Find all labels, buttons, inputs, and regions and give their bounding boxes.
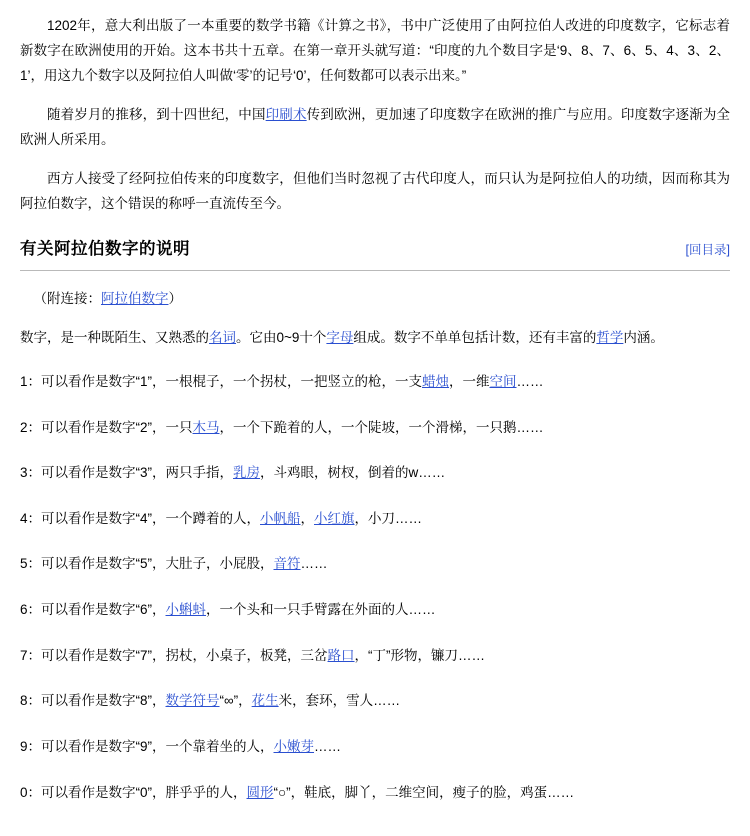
text-run: 3：可以看作是数字“3”，两只手指， [20,465,234,481]
text-run: ，一维 [449,373,490,389]
text-run: 内涵。 [623,330,664,346]
text-run: ，一个头和一只手臂露在外面的人…… [206,602,436,618]
text-run: 8：可以看作是数字“8”， [20,693,166,709]
inline-link[interactable]: 数学符号 [165,693,220,709]
list-item [20,781,730,805]
text-run: 。它由0~9十个 [236,330,327,346]
text-run: ，一个下跪着的人，一个陡坡，一个滑梯，一只鹅…… [219,419,544,435]
intro-paragraph [20,326,730,350]
inline-link[interactable]: 小帆船 [260,510,301,526]
text-run: 6：可以看作是数字“6”， [20,602,166,618]
arabic-numerals-link[interactable]: 阿拉伯数字 [101,290,169,306]
inline-link[interactable]: 小蝌蚪 [165,602,207,618]
text-run: 西方人接受了经阿拉伯传来的印度数字，但他们当时忽视了古代印度人，而只认为是阿拉伯人的功绩，因而称其为阿拉伯数字，这个错误的称呼一直流传至今。 [20,170,730,211]
inline-link[interactable]: 路口 [327,647,355,663]
inline-link[interactable]: 音符 [273,556,301,572]
inline-link[interactable]: 字母 [326,330,354,346]
text-run: …… [314,738,342,754]
back-to-toc-link[interactable]: [回目录] [685,242,730,257]
text-run: …… [300,556,328,572]
page-title: 有关阿拉伯数字的说明 [20,239,190,258]
article-paragraphs [20,14,730,217]
digit-list [20,370,730,804]
attachment-suffix: ） [168,290,182,306]
list-item [20,507,730,531]
inline-link[interactable]: 小嫩芽 [273,738,315,754]
paragraph [20,103,730,153]
list-item [20,461,730,485]
text-run: 7：可以看作是数字“7”，拐杖，小桌子，板凳，三岔 [20,647,328,663]
list-item [20,735,730,759]
attachment-line [20,287,730,311]
list-item [20,416,730,440]
text-run: ，斗鸡眼，树杈，倒着的w…… [260,465,446,481]
text-run: 组成。数字不单单包括计数，还有丰富的 [353,330,597,346]
text-run: 传到欧洲，更加速了印度数字在欧洲的推广与应用。印度数字逐渐为全欧洲人所采用。 [20,106,731,147]
paragraph [20,167,730,217]
inline-link[interactable]: 印刷术 [265,106,307,122]
inline-link[interactable]: 木马 [192,419,220,435]
text-run: ，小刀…… [354,510,423,526]
section-header [20,235,730,271]
inline-link[interactable]: 名词 [209,330,236,346]
text-run: ， [300,510,315,526]
text-run: …… [516,373,544,389]
text-run: 米，套环，雪人…… [278,693,401,709]
attachment-prefix: （附连接： [33,290,101,306]
text-run: 随着岁月的推移，到十四世纪，中国 [47,106,266,122]
inline-link[interactable]: 花生 [251,693,279,709]
list-item [20,689,730,713]
inline-link[interactable]: 小红旗 [314,510,355,526]
text-run: 4：可以看作是数字“4”，一个蹲着的人， [20,510,261,526]
list-item [20,644,730,668]
text-run: 2：可以看作是数字“2”，一只 [20,419,193,435]
inline-link[interactable]: 蜡烛 [422,373,450,389]
text-run: “∞”， [219,693,252,709]
text-run: 9：可以看作是数字“9”，一个靠着坐的人， [20,738,274,754]
inline-link[interactable]: 空间 [489,373,517,389]
text-run: ，“丁”形物，镰刀…… [354,647,486,663]
text-run: 5：可以看作是数字“5”，大肚子，小屁股， [20,556,274,572]
list-item [20,552,730,576]
paragraph [20,14,730,89]
text-run: 1：可以看作是数字“1”，一根棍子，一个拐杖，一把竖立的枪，一支 [20,373,423,389]
text-run: “○”，鞋底，脚丫，二维空间，瘦子的脸，鸡蛋…… [273,784,575,800]
inline-link[interactable]: 乳房 [233,465,261,481]
inline-link[interactable]: 哲学 [596,330,624,346]
text-run: 0：可以看作是数字“0”，胖乎乎的人， [20,784,247,800]
list-item [20,598,730,622]
list-item [20,370,730,394]
inline-link[interactable]: 圆形 [246,784,274,800]
text-run: 1202年，意大利出版了一本重要的数学书籍《计算之书》，书中广泛使用了由阿拉伯人改进的印度数字，它标志着新数字在欧洲使用的开始。这本书共十五章。在第一章开头就写道：“印度的九个数目字是‘9、8、7、6、5、4、3、2、1’，用这九个数字以及阿拉伯人叫做‘零’的记号‘0’，任何数都可以表示出来。” [20,18,730,83]
text-run: 数字，是一种既陌生、又熟悉的 [20,330,209,346]
